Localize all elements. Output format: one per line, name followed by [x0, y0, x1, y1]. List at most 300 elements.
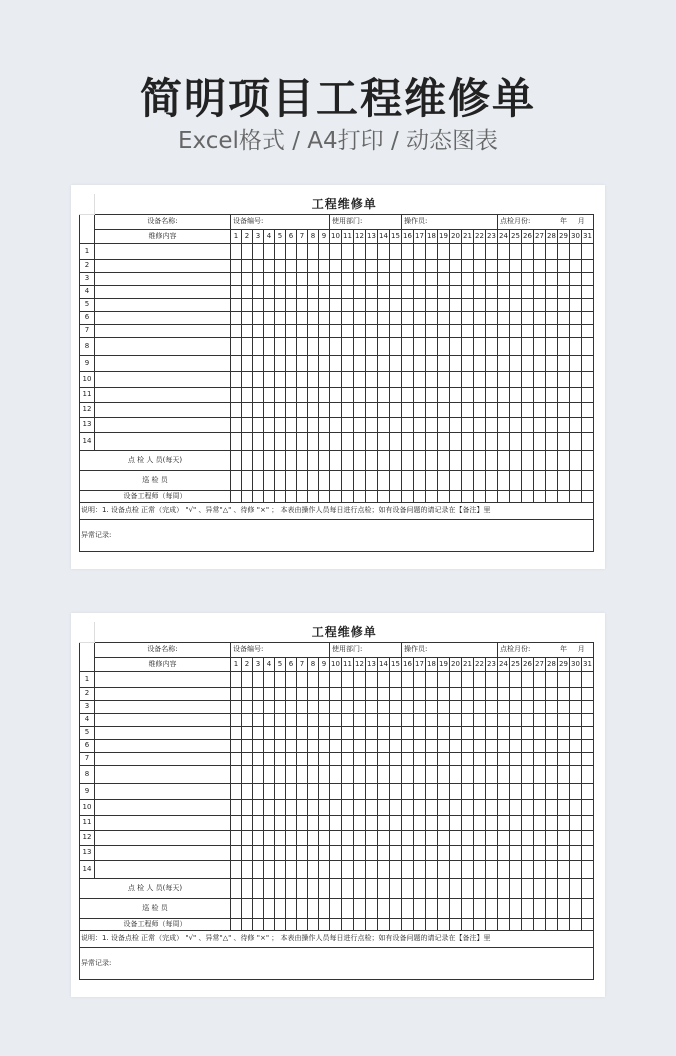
sign-cell[interactable] [354, 450, 366, 470]
check-cell[interactable] [462, 243, 474, 259]
check-cell[interactable] [264, 387, 275, 402]
check-cell[interactable] [462, 259, 474, 272]
check-cell[interactable] [264, 783, 275, 799]
check-cell[interactable] [522, 402, 534, 417]
check-cell[interactable] [402, 432, 414, 450]
sign-cell[interactable] [342, 878, 354, 898]
check-cell[interactable] [342, 355, 354, 371]
check-cell[interactable] [486, 298, 498, 311]
check-cell[interactable] [297, 860, 308, 878]
check-cell[interactable] [342, 324, 354, 337]
check-cell[interactable] [414, 402, 426, 417]
check-cell[interactable] [450, 726, 462, 739]
check-cell[interactable] [510, 830, 522, 845]
sign-cell[interactable] [342, 918, 354, 930]
check-cell[interactable] [330, 700, 342, 713]
check-cell[interactable] [546, 355, 558, 371]
check-cell[interactable] [354, 799, 366, 815]
check-cell[interactable] [354, 700, 366, 713]
check-cell[interactable] [510, 671, 522, 687]
check-cell[interactable] [522, 417, 534, 432]
check-cell[interactable] [275, 860, 286, 878]
sign-cell[interactable] [342, 450, 354, 470]
sign-cell[interactable] [402, 878, 414, 898]
check-cell[interactable] [570, 752, 582, 765]
check-cell[interactable] [414, 387, 426, 402]
sign-cell[interactable] [582, 878, 594, 898]
check-cell[interactable] [582, 671, 594, 687]
sign-cell[interactable] [474, 898, 486, 918]
check-cell[interactable] [498, 671, 510, 687]
check-cell[interactable] [534, 272, 546, 285]
check-cell[interactable] [366, 311, 378, 324]
sign-cell[interactable] [390, 878, 402, 898]
sign-cell[interactable] [558, 898, 570, 918]
check-cell[interactable] [330, 387, 342, 402]
item-content-cell[interactable] [95, 259, 231, 272]
sign-cell[interactable] [319, 450, 330, 470]
check-cell[interactable] [342, 417, 354, 432]
sign-cell[interactable] [297, 490, 308, 502]
check-cell[interactable] [462, 417, 474, 432]
check-cell[interactable] [231, 259, 242, 272]
check-cell[interactable] [275, 272, 286, 285]
check-cell[interactable] [342, 337, 354, 355]
check-cell[interactable] [354, 371, 366, 387]
sign-cell[interactable] [342, 490, 354, 502]
check-cell[interactable] [414, 259, 426, 272]
check-cell[interactable] [498, 243, 510, 259]
check-cell[interactable] [546, 298, 558, 311]
sign-cell[interactable] [462, 898, 474, 918]
check-cell[interactable] [414, 783, 426, 799]
sign-cell[interactable] [297, 918, 308, 930]
check-cell[interactable] [342, 387, 354, 402]
check-cell[interactable] [582, 700, 594, 713]
check-cell[interactable] [242, 765, 253, 783]
check-cell[interactable] [390, 799, 402, 815]
check-cell[interactable] [366, 700, 378, 713]
check-cell[interactable] [297, 311, 308, 324]
check-cell[interactable] [474, 387, 486, 402]
sign-cell[interactable] [297, 878, 308, 898]
check-cell[interactable] [534, 355, 546, 371]
check-cell[interactable] [534, 311, 546, 324]
check-cell[interactable] [414, 815, 426, 830]
check-cell[interactable] [354, 259, 366, 272]
sign-cell[interactable] [275, 470, 286, 490]
item-content-cell[interactable] [95, 752, 231, 765]
item-content-cell[interactable] [95, 783, 231, 799]
check-cell[interactable] [354, 285, 366, 298]
check-cell[interactable] [546, 845, 558, 860]
sign-cell[interactable] [510, 898, 522, 918]
sign-cell[interactable] [474, 470, 486, 490]
sign-cell[interactable] [319, 898, 330, 918]
check-cell[interactable] [402, 783, 414, 799]
sign-cell[interactable] [474, 878, 486, 898]
sign-cell[interactable] [474, 490, 486, 502]
check-cell[interactable] [242, 371, 253, 387]
check-cell[interactable] [231, 687, 242, 700]
check-cell[interactable] [582, 726, 594, 739]
check-cell[interactable] [582, 739, 594, 752]
check-cell[interactable] [510, 311, 522, 324]
check-cell[interactable] [558, 417, 570, 432]
check-cell[interactable] [558, 285, 570, 298]
check-cell[interactable] [498, 417, 510, 432]
check-cell[interactable] [378, 355, 390, 371]
check-cell[interactable] [438, 371, 450, 387]
sign-cell[interactable] [286, 918, 297, 930]
sign-cell[interactable] [570, 490, 582, 502]
check-cell[interactable] [546, 739, 558, 752]
check-cell[interactable] [414, 298, 426, 311]
check-cell[interactable] [366, 830, 378, 845]
check-cell[interactable] [534, 243, 546, 259]
check-cell[interactable] [462, 402, 474, 417]
check-cell[interactable] [330, 815, 342, 830]
check-cell[interactable] [378, 371, 390, 387]
check-cell[interactable] [426, 765, 438, 783]
check-cell[interactable] [534, 830, 546, 845]
check-cell[interactable] [558, 272, 570, 285]
check-cell[interactable] [570, 845, 582, 860]
check-cell[interactable] [486, 815, 498, 830]
check-cell[interactable] [330, 752, 342, 765]
check-cell[interactable] [264, 671, 275, 687]
check-cell[interactable] [297, 243, 308, 259]
check-cell[interactable] [510, 355, 522, 371]
check-cell[interactable] [390, 700, 402, 713]
check-cell[interactable] [522, 752, 534, 765]
check-cell[interactable] [319, 726, 330, 739]
check-cell[interactable] [297, 845, 308, 860]
check-cell[interactable] [366, 726, 378, 739]
check-cell[interactable] [319, 783, 330, 799]
check-cell[interactable] [426, 387, 438, 402]
check-cell[interactable] [319, 700, 330, 713]
check-cell[interactable] [354, 272, 366, 285]
check-cell[interactable] [498, 324, 510, 337]
sign-cell[interactable] [498, 898, 510, 918]
check-cell[interactable] [498, 700, 510, 713]
check-cell[interactable] [402, 402, 414, 417]
check-cell[interactable] [275, 432, 286, 450]
check-cell[interactable] [242, 739, 253, 752]
check-cell[interactable] [378, 860, 390, 878]
check-cell[interactable] [438, 752, 450, 765]
sign-cell[interactable] [414, 898, 426, 918]
check-cell[interactable] [534, 687, 546, 700]
check-cell[interactable] [286, 311, 297, 324]
check-cell[interactable] [275, 355, 286, 371]
check-cell[interactable] [582, 752, 594, 765]
check-cell[interactable] [378, 272, 390, 285]
check-cell[interactable] [486, 387, 498, 402]
check-cell[interactable] [546, 402, 558, 417]
check-cell[interactable] [546, 726, 558, 739]
check-cell[interactable] [582, 799, 594, 815]
check-cell[interactable] [510, 739, 522, 752]
check-cell[interactable] [308, 845, 319, 860]
check-cell[interactable] [570, 272, 582, 285]
check-cell[interactable] [498, 830, 510, 845]
check-cell[interactable] [510, 272, 522, 285]
sign-cell[interactable] [414, 918, 426, 930]
check-cell[interactable] [426, 726, 438, 739]
check-cell[interactable] [330, 402, 342, 417]
check-cell[interactable] [354, 402, 366, 417]
check-cell[interactable] [286, 285, 297, 298]
check-cell[interactable] [426, 860, 438, 878]
abnormal-record[interactable]: 异常记录: [80, 519, 594, 551]
check-cell[interactable] [450, 700, 462, 713]
check-cell[interactable] [570, 432, 582, 450]
check-cell[interactable] [264, 243, 275, 259]
check-cell[interactable] [275, 259, 286, 272]
check-cell[interactable] [558, 259, 570, 272]
check-cell[interactable] [474, 259, 486, 272]
check-cell[interactable] [308, 272, 319, 285]
item-content-cell[interactable] [95, 387, 231, 402]
check-cell[interactable] [275, 815, 286, 830]
check-cell[interactable] [231, 417, 242, 432]
sign-cell[interactable] [366, 898, 378, 918]
check-cell[interactable] [242, 845, 253, 860]
check-cell[interactable] [330, 243, 342, 259]
check-cell[interactable] [414, 671, 426, 687]
check-cell[interactable] [231, 815, 242, 830]
check-cell[interactable] [308, 337, 319, 355]
check-cell[interactable] [275, 671, 286, 687]
check-cell[interactable] [242, 752, 253, 765]
check-cell[interactable] [366, 432, 378, 450]
check-cell[interactable] [462, 726, 474, 739]
check-cell[interactable] [462, 860, 474, 878]
sign-cell[interactable] [486, 450, 498, 470]
check-cell[interactable] [438, 830, 450, 845]
check-cell[interactable] [253, 687, 264, 700]
check-cell[interactable] [534, 815, 546, 830]
check-cell[interactable] [570, 417, 582, 432]
item-content-cell[interactable] [95, 687, 231, 700]
check-cell[interactable] [275, 285, 286, 298]
check-cell[interactable] [546, 687, 558, 700]
check-cell[interactable] [231, 726, 242, 739]
check-cell[interactable] [297, 713, 308, 726]
check-cell[interactable] [330, 860, 342, 878]
check-cell[interactable] [390, 783, 402, 799]
check-cell[interactable] [354, 752, 366, 765]
sign-cell[interactable] [275, 450, 286, 470]
check-cell[interactable] [522, 311, 534, 324]
check-cell[interactable] [498, 815, 510, 830]
check-cell[interactable] [498, 726, 510, 739]
check-cell[interactable] [308, 355, 319, 371]
sign-cell[interactable] [275, 878, 286, 898]
check-cell[interactable] [242, 417, 253, 432]
check-cell[interactable] [242, 259, 253, 272]
check-cell[interactable] [462, 765, 474, 783]
sign-cell[interactable] [546, 450, 558, 470]
check-cell[interactable] [354, 671, 366, 687]
check-cell[interactable] [390, 671, 402, 687]
check-cell[interactable] [297, 765, 308, 783]
sign-cell[interactable] [286, 470, 297, 490]
check-cell[interactable] [342, 298, 354, 311]
item-content-cell[interactable] [95, 285, 231, 298]
check-cell[interactable] [402, 417, 414, 432]
check-cell[interactable] [231, 311, 242, 324]
check-cell[interactable] [450, 860, 462, 878]
check-cell[interactable] [462, 355, 474, 371]
sign-cell[interactable] [253, 470, 264, 490]
check-cell[interactable] [474, 845, 486, 860]
check-cell[interactable] [570, 402, 582, 417]
check-cell[interactable] [510, 417, 522, 432]
check-cell[interactable] [486, 713, 498, 726]
check-cell[interactable] [264, 272, 275, 285]
item-content-cell[interactable] [95, 272, 231, 285]
check-cell[interactable] [546, 432, 558, 450]
check-cell[interactable] [253, 700, 264, 713]
check-cell[interactable] [498, 337, 510, 355]
check-cell[interactable] [510, 726, 522, 739]
check-cell[interactable] [426, 687, 438, 700]
check-cell[interactable] [264, 726, 275, 739]
sign-cell[interactable] [438, 450, 450, 470]
sign-cell[interactable] [534, 918, 546, 930]
item-content-cell[interactable] [95, 417, 231, 432]
check-cell[interactable] [231, 432, 242, 450]
check-cell[interactable] [414, 324, 426, 337]
check-cell[interactable] [286, 713, 297, 726]
check-cell[interactable] [546, 371, 558, 387]
check-cell[interactable] [275, 799, 286, 815]
check-cell[interactable] [414, 337, 426, 355]
sign-cell[interactable] [474, 918, 486, 930]
check-cell[interactable] [390, 860, 402, 878]
check-cell[interactable] [378, 387, 390, 402]
check-cell[interactable] [570, 243, 582, 259]
check-cell[interactable] [378, 259, 390, 272]
sign-cell[interactable] [390, 918, 402, 930]
check-cell[interactable] [486, 432, 498, 450]
check-cell[interactable] [275, 783, 286, 799]
check-cell[interactable] [534, 402, 546, 417]
check-cell[interactable] [286, 765, 297, 783]
check-cell[interactable] [582, 298, 594, 311]
check-cell[interactable] [264, 739, 275, 752]
sign-cell[interactable] [522, 450, 534, 470]
check-cell[interactable] [390, 324, 402, 337]
check-cell[interactable] [354, 815, 366, 830]
check-cell[interactable] [546, 765, 558, 783]
check-cell[interactable] [297, 671, 308, 687]
check-cell[interactable] [486, 700, 498, 713]
check-cell[interactable] [402, 337, 414, 355]
check-cell[interactable] [286, 687, 297, 700]
sign-cell[interactable] [426, 898, 438, 918]
check-cell[interactable] [438, 726, 450, 739]
check-cell[interactable] [474, 324, 486, 337]
check-cell[interactable] [462, 387, 474, 402]
sign-cell[interactable] [570, 450, 582, 470]
check-cell[interactable] [546, 285, 558, 298]
sign-cell[interactable] [582, 490, 594, 502]
check-cell[interactable] [286, 830, 297, 845]
check-cell[interactable] [319, 417, 330, 432]
check-cell[interactable] [414, 371, 426, 387]
check-cell[interactable] [275, 417, 286, 432]
check-cell[interactable] [582, 355, 594, 371]
sign-cell[interactable] [231, 490, 242, 502]
check-cell[interactable] [264, 259, 275, 272]
sign-cell[interactable] [462, 878, 474, 898]
check-cell[interactable] [319, 432, 330, 450]
check-cell[interactable] [498, 402, 510, 417]
sign-cell[interactable] [366, 878, 378, 898]
check-cell[interactable] [319, 285, 330, 298]
sign-cell[interactable] [534, 878, 546, 898]
check-cell[interactable] [242, 830, 253, 845]
check-cell[interactable] [414, 285, 426, 298]
check-cell[interactable] [242, 713, 253, 726]
item-content-cell[interactable] [95, 355, 231, 371]
check-cell[interactable] [366, 799, 378, 815]
sign-cell[interactable] [286, 490, 297, 502]
check-cell[interactable] [330, 799, 342, 815]
check-cell[interactable] [319, 272, 330, 285]
check-cell[interactable] [286, 337, 297, 355]
sign-cell[interactable] [330, 898, 342, 918]
check-cell[interactable] [474, 311, 486, 324]
check-cell[interactable] [498, 765, 510, 783]
check-cell[interactable] [438, 298, 450, 311]
check-cell[interactable] [498, 432, 510, 450]
check-cell[interactable] [308, 671, 319, 687]
sign-cell[interactable] [231, 878, 242, 898]
check-cell[interactable] [297, 387, 308, 402]
check-cell[interactable] [390, 311, 402, 324]
check-cell[interactable] [582, 311, 594, 324]
check-cell[interactable] [354, 355, 366, 371]
check-cell[interactable] [558, 311, 570, 324]
check-cell[interactable] [286, 860, 297, 878]
check-cell[interactable] [286, 799, 297, 815]
check-cell[interactable] [366, 272, 378, 285]
sign-cell[interactable] [414, 490, 426, 502]
check-cell[interactable] [275, 371, 286, 387]
check-cell[interactable] [378, 417, 390, 432]
check-cell[interactable] [534, 739, 546, 752]
check-cell[interactable] [275, 298, 286, 311]
item-content-cell[interactable] [95, 298, 231, 311]
check-cell[interactable] [438, 432, 450, 450]
check-cell[interactable] [253, 355, 264, 371]
check-cell[interactable] [231, 860, 242, 878]
check-cell[interactable] [264, 355, 275, 371]
check-cell[interactable] [319, 830, 330, 845]
check-cell[interactable] [522, 845, 534, 860]
check-cell[interactable] [286, 259, 297, 272]
check-cell[interactable] [378, 432, 390, 450]
check-cell[interactable] [474, 765, 486, 783]
check-cell[interactable] [354, 713, 366, 726]
check-cell[interactable] [486, 687, 498, 700]
check-cell[interactable] [242, 355, 253, 371]
